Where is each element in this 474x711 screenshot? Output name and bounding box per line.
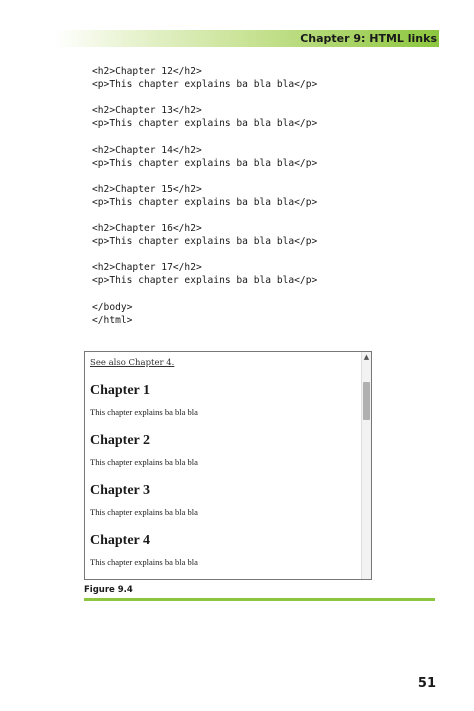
code-line: <h2>Chapter 12</h2>	[92, 66, 202, 77]
see-also-link[interactable]: See also Chapter 4.	[90, 358, 175, 368]
code-line: <p>This chapter explains ba bla bla</p>	[92, 79, 318, 90]
chapter-heading: Chapter 4	[90, 533, 151, 548]
chapter-heading: Chapter 1	[90, 383, 151, 398]
chapter-heading: Chapter 3	[90, 483, 151, 498]
chapter-paragraph: This chapter explains ba bla bla	[90, 407, 198, 417]
chevron-up-icon[interactable]: ▲	[363, 353, 370, 361]
code-line: <h2>Chapter 15</h2>	[92, 183, 202, 195]
browser-content	[90, 358, 360, 580]
code-blank-line	[92, 248, 317, 261]
code-blank-line	[92, 91, 317, 104]
code-line: </html>	[92, 314, 133, 326]
code-line: <p>This chapter explains ba bla bla</p>	[92, 196, 318, 208]
code-blank-line	[92, 287, 317, 300]
chapter-paragraph: This chapter explains ba bla bla	[90, 507, 198, 517]
code-line: <h2>Chapter 16</h2>	[92, 223, 202, 235]
code-line: <p>This chapter explains ba bla bla</p>	[92, 157, 318, 169]
code-blank-line	[92, 209, 317, 222]
footer-rule	[84, 598, 435, 601]
chapter-heading: Chapter 2	[90, 433, 151, 448]
browser-preview-window	[84, 351, 372, 580]
code-listing	[92, 65, 317, 327]
code-line: <p>This chapter explains ba bla bla</p>	[92, 275, 318, 287]
code-line: <p>This chapter explains ba bla bla</p>	[92, 236, 318, 248]
code-line: <h2>Chapter 13</h2>	[92, 105, 202, 117]
code-blank-line	[92, 170, 317, 183]
running-header: Chapter 9: HTML links	[300, 32, 437, 45]
chapter-paragraph: This chapter explains ba bla bla	[90, 457, 198, 467]
vertical-scrollbar[interactable]	[361, 352, 371, 579]
code-line: </body>	[92, 301, 133, 313]
code-blank-line	[92, 130, 317, 143]
chapter-paragraph: This chapter explains ba bla bla	[90, 557, 198, 567]
code-line: <h2>Chapter 17</h2>	[92, 262, 202, 274]
code-line: <h2>Chapter 14</h2>	[92, 144, 202, 156]
scrollbar-thumb[interactable]	[363, 382, 370, 420]
code-line: <p>This chapter explains ba bla bla</p>	[92, 118, 318, 130]
figure-caption: Figure 9.4	[84, 585, 133, 595]
page-number: 51	[417, 676, 436, 691]
